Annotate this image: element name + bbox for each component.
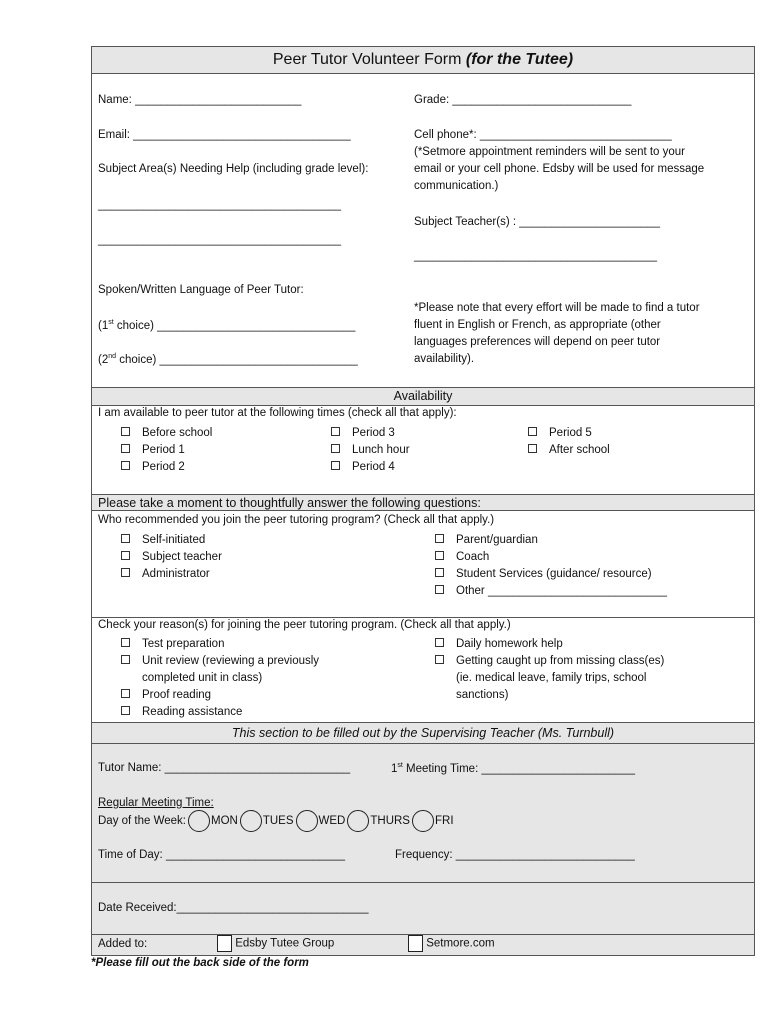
divider (92, 882, 754, 883)
option-label: Coach (456, 551, 490, 563)
recommended-question: Who recommended you join the peer tutoring program? (Check all that apply.) (98, 514, 495, 526)
checkbox-option[interactable] (528, 425, 610, 442)
day-label-mon: MON (211, 815, 238, 827)
cell-phone-field[interactable]: Cell phone*: ______________________________ (414, 129, 672, 141)
option-label: Before school (142, 427, 213, 439)
day-label-thurs: THURS (370, 815, 410, 827)
option-label: Daily homework help (456, 638, 563, 650)
checkbox[interactable] (435, 655, 444, 664)
option-label: (ie. medical leave, family trips, school (456, 672, 647, 684)
checkbox-option[interactable] (121, 459, 212, 476)
checkbox[interactable] (121, 689, 130, 698)
first-meeting-field[interactable]: 1st Meeting Time: ________________________ (391, 762, 635, 775)
option-label: After school (549, 444, 610, 456)
checkbox[interactable] (121, 461, 130, 470)
option-label: Unit review (reviewing a previously (142, 655, 320, 667)
availability-col-3 (528, 425, 610, 459)
checkbox-option[interactable] (121, 704, 319, 721)
date-received-field[interactable]: Date Received:______________________________ (98, 902, 369, 914)
grade-field[interactable]: Grade: ____________________________ (414, 94, 632, 106)
setmore-checkbox[interactable] (408, 935, 423, 952)
checkbox[interactable] (435, 568, 444, 577)
option-label: Test preparation (142, 638, 225, 650)
checkbox[interactable] (435, 585, 444, 594)
peer-tutor-form (91, 46, 755, 956)
option-label: Subject teacher (142, 551, 222, 563)
checkbox[interactable] (121, 568, 130, 577)
availability-header: Availability (92, 387, 754, 406)
footer-note: *Please fill out the back side of the form (91, 957, 309, 969)
language-note: *Please note that every effort will be made to find a tutor fluent in English or French, as appropriate (other languages preferences will depend on peer tutor availability). (414, 302, 700, 365)
option-label: Period 4 (352, 461, 395, 473)
day-radio-fri[interactable] (412, 810, 434, 832)
teacher-section-header: This section to be filled out by the Supervising Teacher (Ms. Turnbull) (92, 722, 754, 744)
day-label-wed: WED (318, 815, 346, 827)
checkbox-option[interactable] (121, 442, 212, 459)
checkbox-option[interactable] (331, 425, 410, 442)
reason-left (121, 636, 319, 721)
checkbox-option[interactable] (121, 687, 319, 704)
language-choice-1[interactable]: (1st choice) _______________________________ (98, 319, 356, 332)
regular-meeting-label: Regular Meeting Time: (98, 797, 214, 809)
form-title-main: Peer Tutor Volunteer Form (272, 51, 462, 68)
frequency-field[interactable]: Frequency: ____________________________ (395, 849, 635, 861)
tutor-name-field[interactable]: Tutor Name: _____________________________ (98, 762, 351, 774)
checkbox-option[interactable] (121, 566, 222, 583)
option-label: Student Services (guidance/ resource) (456, 568, 652, 580)
form-title-paren: (for the Tutee) (465, 51, 574, 68)
subject-area-blank-1[interactable]: ______________________________________ (98, 199, 342, 211)
recommended-left (121, 532, 222, 583)
checkbox[interactable] (121, 706, 130, 715)
checkbox[interactable] (121, 534, 130, 543)
checkbox-option[interactable] (435, 566, 667, 583)
day-radio-wed[interactable] (296, 810, 318, 832)
divider (92, 617, 754, 618)
option-label: completed unit in class) (142, 672, 263, 684)
availability-col-2 (331, 425, 410, 476)
edsby-option[interactable]: Edsby Tutee Group (217, 935, 334, 953)
checkbox-option[interactable] (121, 636, 319, 653)
checkbox-option[interactable] (331, 459, 410, 476)
checkbox-option[interactable] (435, 583, 667, 600)
checkbox-option[interactable] (435, 532, 667, 549)
language-choice-2[interactable]: (2nd choice) _______________________________ (98, 353, 358, 366)
checkbox-option[interactable] (435, 636, 664, 653)
checkbox-option[interactable] (331, 442, 410, 459)
questions-header: Please take a moment to thoughtfully answer the following questions: (92, 494, 754, 511)
checkbox[interactable] (121, 444, 130, 453)
checkbox-option[interactable] (435, 549, 667, 566)
checkbox[interactable] (435, 638, 444, 647)
option-label: Other ____________________________ (456, 585, 668, 597)
availability-col-1 (121, 425, 212, 476)
subject-area-label: Subject Area(s) Needing Help (including grade level): (98, 163, 369, 175)
option-label: Period 1 (142, 444, 185, 456)
checkbox-option[interactable] (528, 442, 610, 459)
availability-intro: I am available to peer tutor at the following times (check all that apply): (98, 407, 457, 419)
checkbox-option[interactable] (121, 549, 222, 566)
subject-area-blank-2[interactable]: ______________________________________ (98, 234, 342, 246)
checkbox[interactable] (331, 444, 340, 453)
cell-note: (*Setmore appointment reminders will be sent to your email or your cell phone. Edsby will be used for message communication.) (414, 146, 705, 192)
checkbox-option[interactable] (435, 670, 664, 687)
reason-question: Check your reason(s) for joining the peer tutoring program. (Check all that apply.) (98, 619, 511, 631)
option-label: Period 5 (549, 427, 592, 439)
day-label: Day of the Week: (98, 815, 186, 827)
checkbox-option[interactable] (435, 653, 664, 670)
day-label-fri: FRI (434, 815, 454, 827)
setmore-option[interactable]: Setmore.com (408, 935, 495, 953)
checkbox-option[interactable] (121, 653, 319, 670)
option-label: Administrator (142, 568, 210, 580)
option-label: Self-initiated (142, 534, 206, 546)
subject-teacher-blank[interactable]: ______________________________________ (414, 250, 658, 262)
checkbox-option[interactable] (435, 687, 664, 704)
option-label: Period 3 (352, 427, 395, 439)
day-radio-tues[interactable] (240, 810, 262, 832)
checkbox-option[interactable] (121, 425, 212, 442)
checkbox[interactable] (331, 427, 340, 436)
option-label: sanctions) (456, 689, 509, 701)
checkbox-option[interactable] (121, 532, 222, 549)
checkbox[interactable] (121, 655, 130, 664)
email-field[interactable]: Email: __________________________________ (98, 129, 351, 141)
reason-right (435, 636, 664, 704)
added-to-label: Added to: (98, 938, 148, 950)
checkbox[interactable] (331, 461, 340, 470)
option-label: Reading assistance (142, 706, 243, 718)
checkbox[interactable] (435, 551, 444, 560)
name-field[interactable]: Name: __________________________ (98, 94, 302, 106)
option-label: Getting caught up from missing class(es) (456, 655, 665, 667)
time-of-day-field[interactable]: Time of Day: ____________________________ (98, 849, 346, 861)
subject-teacher-field[interactable]: Subject Teacher(s) : ______________________ (414, 216, 660, 228)
day-label-tues: TUES (262, 815, 294, 827)
checkbox-option[interactable] (121, 670, 319, 687)
day-radio-mon[interactable] (188, 810, 210, 832)
recommended-right (435, 532, 667, 600)
day-of-week-row (98, 809, 454, 833)
form-title (92, 47, 754, 74)
checkbox[interactable] (121, 427, 130, 436)
checkbox[interactable] (121, 551, 130, 560)
day-radio-thurs[interactable] (347, 810, 369, 832)
edsby-checkbox[interactable] (217, 935, 232, 952)
checkbox[interactable] (528, 444, 537, 453)
option-label: Proof reading (142, 689, 212, 701)
checkbox[interactable] (435, 534, 444, 543)
language-label: Spoken/Written Language of Peer Tutor: (98, 284, 304, 296)
option-label: Parent/guardian (456, 534, 538, 546)
option-label: Lunch hour (352, 444, 410, 456)
option-label: Period 2 (142, 461, 185, 473)
checkbox[interactable] (121, 638, 130, 647)
checkbox[interactable] (528, 427, 537, 436)
